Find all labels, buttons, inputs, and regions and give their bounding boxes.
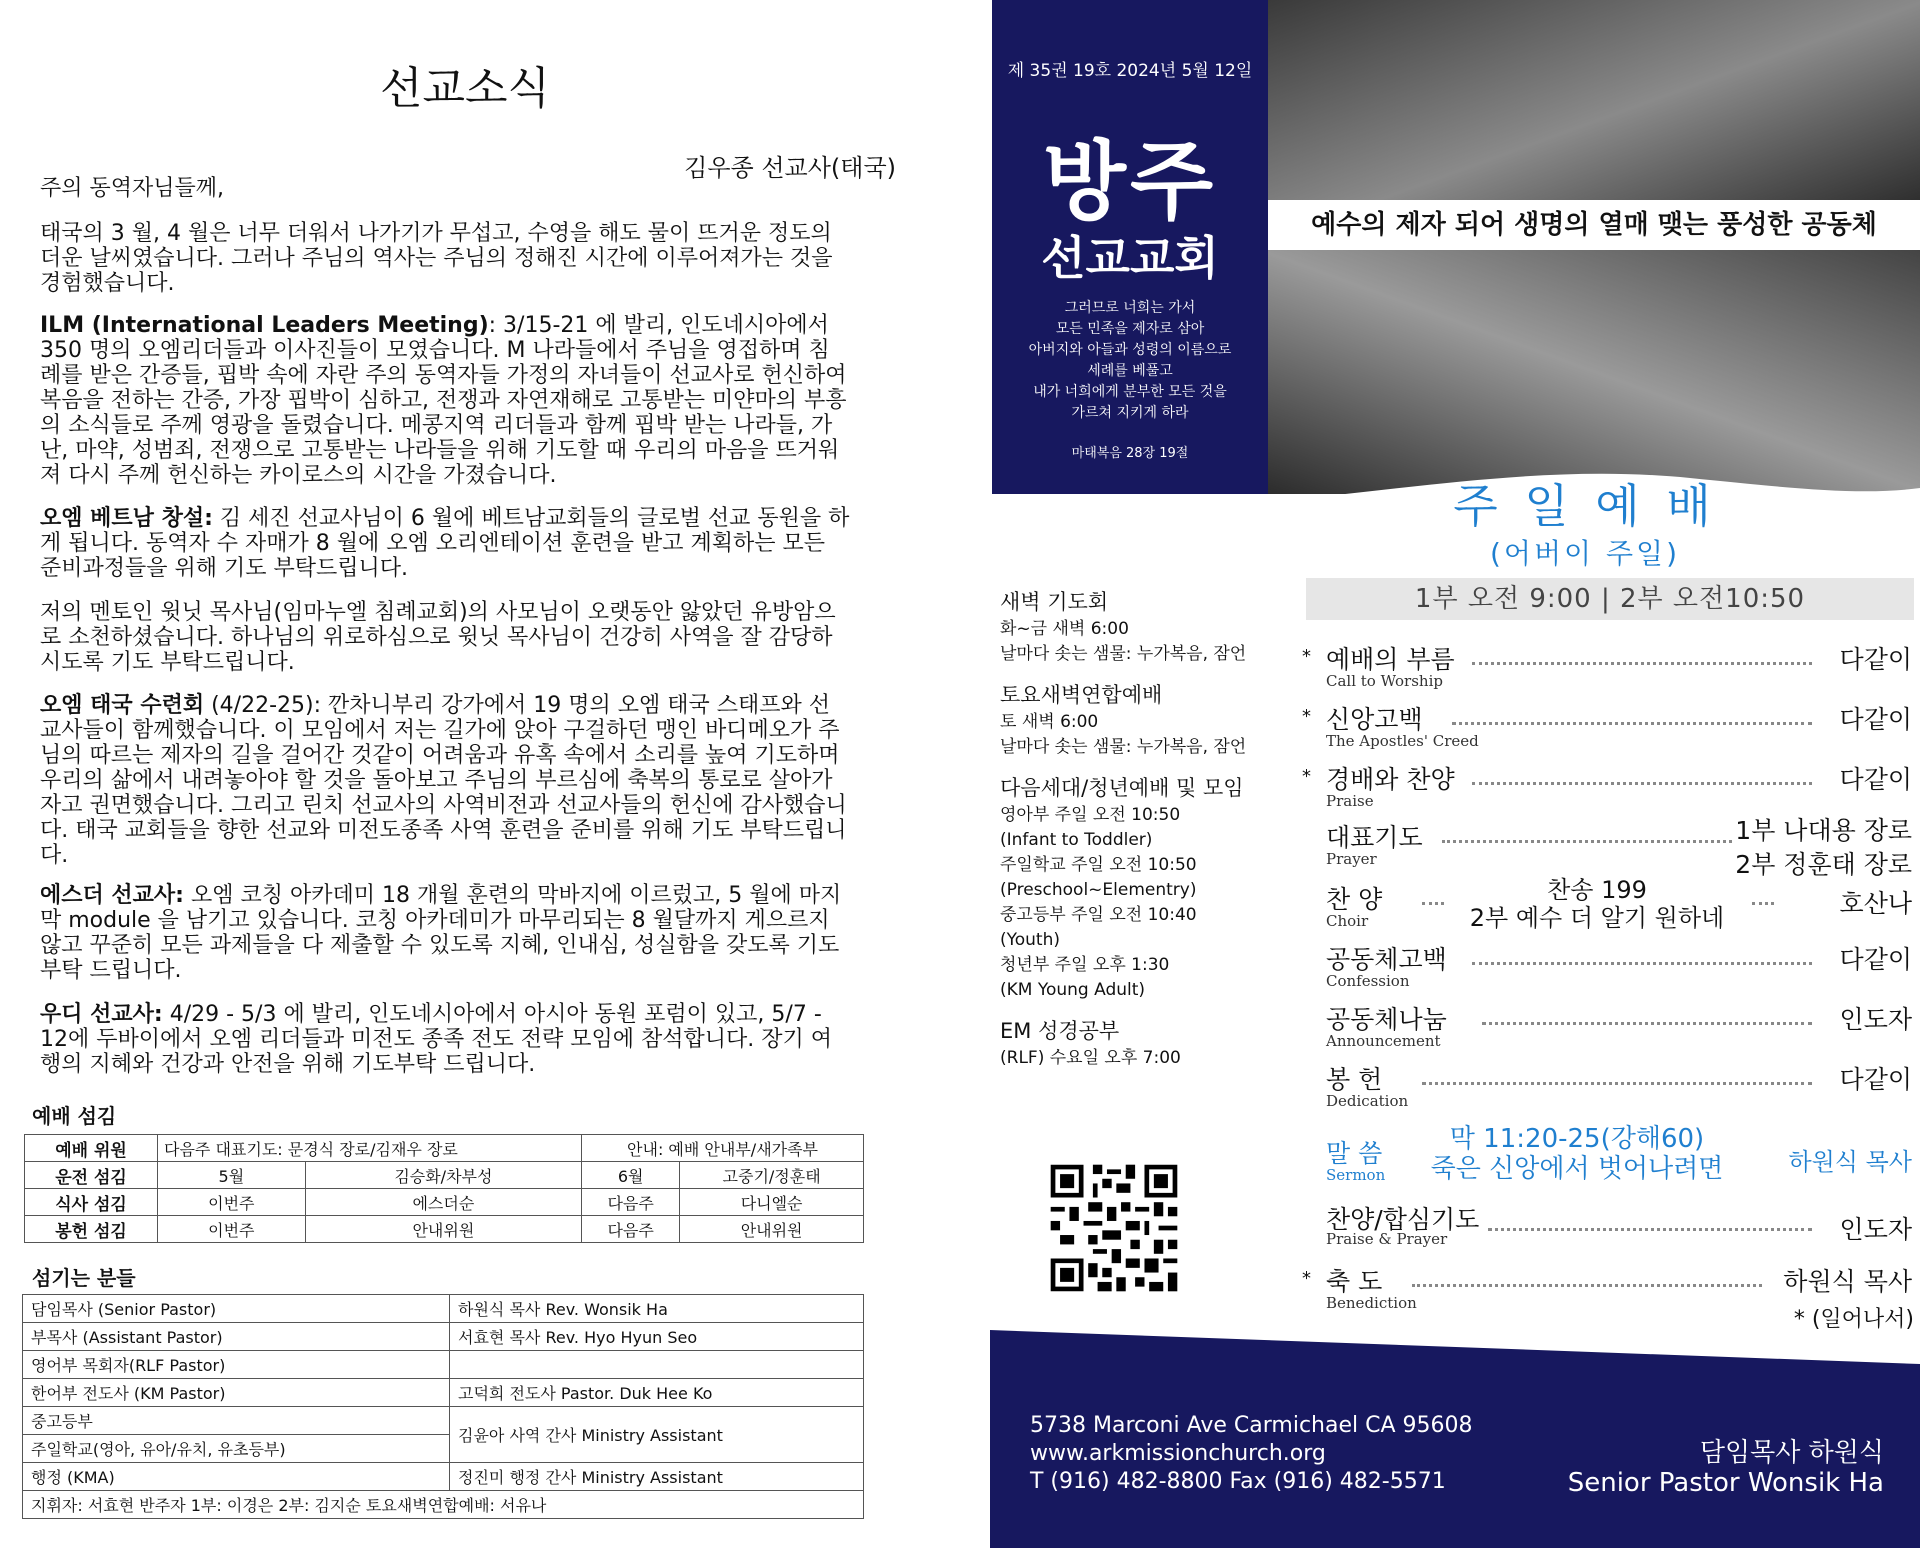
schedule-heading: EM 성경공부 <box>1000 1019 1120 1043</box>
table-cell: 다음주 <box>582 1216 680 1243</box>
order-item-english: The Apostles' Creed <box>1326 732 1479 750</box>
intro-paragraph: 태국의 3 월, 4 월은 너무 더워서 나가기가 무섭고, 수영을 해도 물이 뜨거운 정도의 더운 날씨였습니다. 그러나 주님의 역사는 주님의 정해진 시간에 이루어져가는 것을 경험했습니다. <box>40 221 833 296</box>
woody-heading: 우디 선교사: <box>40 1002 163 1027</box>
leader-dots <box>1472 768 1812 785</box>
table-cell: 5월 <box>158 1162 306 1189</box>
schedule-heading: 새벽 기도회 <box>1000 590 1109 614</box>
order-item-title: 신앙고백 <box>1326 705 1423 734</box>
order-item-leader: 다같이 <box>1839 945 1912 974</box>
service-title: 주 일 예 배 <box>1453 479 1717 533</box>
table-cell: 지휘자: 서효현 반주자 1부: 이경은 2부: 김지순 토요새벽연합예배: 서유나 <box>23 1491 864 1519</box>
thailand-body: (4/22-25): 깐차니부리 강가에서 19 명의 오엠 태국 스태프와 선교사들이 함께했습니다. 이 모임에서 저는 길가에 앉아 구걸하던 맹인 바디메오가 주님의 따르는 제자의 길을 걸어간 것같이 어려움과 유혹 속에서 소리를 높여 기도하며 우리의 삶에서 내려놓아야 할 것을 돌아보고 주님의 부르심에 축복의 통로로 살아가자고 권면했습니다. 그리고 린치 선교사의 사역비전과 선교사들의 헌신에 감사했습니다. 태국 교회들을 향한 선교와 미전도종족 사역 훈련을 준비를 위해 기도 부탁드립니다. <box>40 693 847 868</box>
table-cell: 이번주 <box>158 1216 306 1243</box>
table-cell <box>450 1351 864 1379</box>
order-item-leader: 다같이 <box>1839 645 1912 674</box>
order-item <box>1302 1000 1912 1060</box>
scripture-verse: 그러므로 너희는 가서 모든 민족을 제자로 삼아 아버지와 아들과 성령의 이름으로 세례를 베풀고 내가 너희에게 분부한 모든 것을 가르쳐 지키게 하라 <box>1028 300 1232 421</box>
table-cell: 하원식 목사 Rev. Wonsik Ha <box>450 1295 864 1323</box>
church-phone: T (916) 482-8800 Fax (916) 482-5571 <box>1030 1469 1446 1494</box>
order-item <box>1302 1124 1912 1190</box>
table-cell: 예배 위원 <box>25 1135 158 1162</box>
standing-note: * (일어나서) <box>1793 1307 1914 1332</box>
hymn-info: 찬송 199 2부 예수 더 알기 원하네 <box>1469 876 1725 932</box>
issue-date: 제 35권 19호 2024년 5월 12일 <box>1007 61 1253 81</box>
esther-paragraph <box>40 883 850 983</box>
thailand-paragraph <box>40 693 850 868</box>
table-cell: 6월 <box>582 1162 680 1189</box>
standing-mark: * <box>1302 646 1311 667</box>
church-header-box <box>992 0 1268 494</box>
thailand-heading: 오엠 태국 수련회 <box>40 693 205 718</box>
leader-dots <box>1488 1214 1812 1231</box>
table-cell: 안내위원 <box>680 1216 864 1243</box>
leader-dots <box>1422 1068 1812 1085</box>
standing-mark: * <box>1302 706 1311 727</box>
schedule-line: 토 새벽 6:00 <box>1000 712 1099 732</box>
table-cell: 운전 섬김 <box>25 1162 158 1189</box>
servers-label: 섬기는 분들 <box>32 1266 136 1290</box>
order-item-leader: 인도자 <box>1839 1005 1912 1034</box>
schedule-line: (KM Young Adult) <box>1000 980 1146 1000</box>
order-item-leader: 하원식 목사 <box>1783 1267 1912 1296</box>
vietnam-body: 김 세진 선교사님이 6 월에 베트남교회들의 글로벌 선교 동원을 하게 됩니다. 동역자 수 자매가 8 월에 오엠 오리엔테이션 훈련을 받고 계획하는 모든 준비과정들을 위해 기도 부탁드립니다. <box>40 506 850 581</box>
servers-table <box>22 1294 864 1519</box>
church-footer <box>990 1376 1920 1548</box>
order-item-english: Confession <box>1326 972 1410 990</box>
leader-dots <box>1452 708 1812 725</box>
order-item-english: Prayer <box>1326 850 1377 868</box>
leader-dots <box>1442 826 1732 843</box>
church-name-sub: 선교교회 <box>1041 231 1219 285</box>
order-item-english: Call to Worship <box>1326 672 1443 690</box>
mentor-paragraph: 저의 멘토인 윗닛 목사님(임마누엘 침례교회)의 사모님이 오랫동안 앓았던 유방암으로 소천하셨습니다. 하나님의 위로하심으로 윗닛 목사님이 건강히 사역을 잘 감당하시도록 기도 부탁드립니다. <box>40 600 836 675</box>
schedule-line: 청년부 주일 오후 1:30 <box>1000 955 1170 975</box>
order-item-english: Dedication <box>1326 1092 1409 1110</box>
order-item <box>1302 1200 1912 1260</box>
pastor-korean: 담임목사 하원식 <box>1699 1438 1884 1468</box>
worship-service-label: 예배 섬김 <box>32 1104 117 1128</box>
children-photo <box>1268 250 1920 494</box>
order-item-english: Praise <box>1326 792 1374 810</box>
order-item-leader: 호산나 <box>1839 889 1912 918</box>
order-item-leader: 인도자 <box>1839 1215 1912 1244</box>
order-item-leader: 하원식 목사 <box>1788 1148 1912 1176</box>
standing-mark: * <box>1302 766 1311 787</box>
table-cell: 이번주 <box>158 1189 306 1216</box>
order-item-title: 찬 양 <box>1326 885 1383 914</box>
woody-paragraph <box>40 1002 850 1077</box>
vietnam-paragraph <box>40 506 850 581</box>
vietnam-heading: 오엠 베트남 창설: <box>40 506 213 531</box>
order-item <box>1302 1060 1912 1120</box>
order-item-leader: 다같이 <box>1839 1065 1912 1094</box>
service-title-block <box>990 470 1920 572</box>
schedule-line: (Infant to Toddler) <box>1000 830 1153 850</box>
service-subtitle: (어버이 주일) <box>1490 537 1680 570</box>
table-cell: 김윤아 사역 간사 Ministry Assistant <box>450 1407 864 1463</box>
table-cell: 다음주 대표기도: 문경식 장로/김재우 장로 <box>158 1135 582 1162</box>
order-item <box>1302 876 1912 938</box>
service-times: 1부 오전 9:00 | 2부 오전10:50 <box>1306 578 1914 620</box>
schedule-line: 주일학교 주일 오전 10:50 <box>1000 855 1197 875</box>
esther-body: 오엠 코칭 아카데미 18 개월 훈련의 막바지에 이르렀고, 5 월에 마지막 module 을 남기고 있습니다. 코칭 아카데미가 마무리되는 8 월달까지 게으르지 않고 꾸준히 모든 과제들을 다 제출할 수 있도록 지혜, 인내심, 성실함을 갖도록 기도부탁 드립니다. <box>40 883 842 983</box>
worship-photo <box>1268 0 1920 200</box>
order-item-english: Announcement <box>1326 1032 1441 1050</box>
standing-mark: * <box>1302 1268 1311 1289</box>
order-item-title: 예배의 부름 <box>1326 645 1455 674</box>
qr-code-icon[interactable] <box>1046 1160 1182 1296</box>
leader-dots <box>1482 1008 1812 1025</box>
schedule-heading: 토요새벽연합예배 <box>1000 683 1163 707</box>
order-item <box>1302 814 1912 880</box>
order-item <box>1302 760 1912 820</box>
order-item-title: 경배와 찬양 <box>1326 765 1455 794</box>
footer-wave <box>990 1318 1920 1378</box>
order-item <box>1302 700 1912 760</box>
leader-dots <box>1472 648 1812 665</box>
photo-collage <box>1268 0 1920 494</box>
author: 김우종 선교사(태국) <box>684 154 896 182</box>
order-item <box>1302 940 1912 1000</box>
schedule-line: 날마다 솟는 샘물: 누가복음, 잠언 <box>1000 737 1247 757</box>
order-item-title: 공동체고백 <box>1326 945 1447 974</box>
table-cell: 다니엘순 <box>680 1189 864 1216</box>
order-item-title: 찬양/합심기도 <box>1326 1205 1480 1234</box>
table-cell: 서효현 목사 Rev. Hyo Hyun Seo <box>450 1323 864 1351</box>
schedule-line: (Preschool~Elementry) <box>1000 880 1197 900</box>
leader-dots <box>1752 888 1774 905</box>
order-item-title: 대표기도 <box>1326 823 1423 852</box>
schedule-line: (Youth) <box>1000 930 1061 950</box>
table-cell: 고덕희 전도사 Pastor. Duk Hee Ko <box>450 1379 864 1407</box>
table-cell: 영어부 목회자(RLF Pastor) <box>23 1351 450 1379</box>
table-cell: 고중기/정훈태 <box>680 1162 864 1189</box>
table-cell: 식사 섬김 <box>25 1189 158 1216</box>
schedule-line: 영아부 주일 오전 10:50 <box>1000 805 1181 825</box>
order-item-english: Benediction <box>1326 1294 1417 1312</box>
salutation: 주의 동역자님들께, <box>40 176 225 201</box>
table-cell: 봉헌 섬김 <box>25 1216 158 1243</box>
leader-dots <box>1472 948 1812 965</box>
table-cell: 부목사 (Assistant Pastor) <box>23 1323 450 1351</box>
sermon-info: 막 11:20-25(강해60) 죽은 신앙에서 벗어나려면 <box>1430 1124 1724 1184</box>
table-cell: 담임목사 (Senior Pastor) <box>23 1295 450 1323</box>
table-cell: 한어부 전도사 (KM Pastor) <box>23 1379 450 1407</box>
table-cell: 안내: 예배 안내부/새가족부 <box>582 1135 864 1162</box>
worship-service-table <box>24 1134 864 1243</box>
order-item <box>1302 640 1912 700</box>
table-cell: 주일학교(영아, 유아/유치, 유초등부) <box>23 1435 450 1463</box>
schedule-list <box>1000 588 1300 1071</box>
schedule-heading: 다음세대/청년예배 및 모임 <box>1000 776 1244 800</box>
esther-heading: 에스더 선교사: <box>40 883 184 908</box>
church-name-main: 방주 <box>1042 132 1218 232</box>
mission-title: 선교소식 <box>379 63 550 114</box>
table-cell: 행정 (KMA) <box>23 1463 450 1491</box>
leader-dots <box>1412 1270 1762 1287</box>
order-item-english: Choir <box>1326 912 1369 930</box>
order-item-english: Praise & Prayer <box>1326 1230 1448 1248</box>
order-item-title: 말 씀 <box>1326 1139 1383 1168</box>
schedule-line: 날마다 솟는 샘물: 누가복음, 잠언 <box>1000 644 1247 664</box>
church-address: 5738 Marconi Ave Carmichael CA 95608 <box>1030 1413 1473 1438</box>
leader-dots <box>1422 888 1444 905</box>
schedule-line: (RLF) 수요일 오후 7:00 <box>1000 1048 1181 1068</box>
ilm-body: : 3/15-21 에 발리, 인도네시아에서 350 명의 오엠리더들과 이사진들이 모였습니다. M 나라들에서 주님을 영접하며 침례를 받은 간증들, 핍박 속에 자란 주의 동역자들 가정의 자녀들이 선교사로 헌신하여 복음을 전하는 간증, 가장 핍박이 심하고, 전쟁과 자연재해로 고통받는 미얀마의 부흥의 소식들로 주께 영광을 돌렸습니다. 메콩지역 리더들과 함께 핍박 받는 나라들, 가난, 마약, 성범죄, 전쟁으로 고통받는 나라들을 위해 기도할 때 우리의 마음을 뜨거워져 다시 주께 헌신하는 카이로스의 시간을 가졌습니다. <box>40 313 847 488</box>
table-cell: 정진미 행정 간사 Ministry Assistant <box>450 1463 864 1491</box>
schedule-line: 화~금 새벽 6:00 <box>1000 619 1129 639</box>
order-item-leader: 다같이 <box>1839 705 1912 734</box>
order-item-title: 봉 헌 <box>1326 1065 1383 1094</box>
bulletin-cover-panel <box>990 0 1920 1548</box>
table-cell: 다음주 <box>582 1189 680 1216</box>
woody-body: 4/29 - 5/3 에 발리, 인도네시아에서 아시아 동원 포럼이 있고, 5/7 - 12에 두바이에서 오엠 리더들과 미전도 종족 전도 전략 모임에 참석합니다. 장기 여행의 지혜와 건강과 안전을 위해 기도부탁 드립니다. <box>40 1002 832 1077</box>
scripture-reference: 마태복음 28장 19절 <box>1071 446 1189 461</box>
schedule-line: 중고등부 주일 오전 10:40 <box>1000 905 1197 925</box>
church-motto: 예수의 제자 되어 생명의 열매 맺는 풍성한 공동체 <box>1268 200 1920 250</box>
church-website[interactable]: www.arkmissionchurch.org <box>1030 1441 1326 1466</box>
order-item-english: Sermon <box>1326 1166 1386 1184</box>
order-item-title: 축 도 <box>1326 1267 1383 1296</box>
ilm-paragraph <box>40 313 850 488</box>
order-item-title: 공동체나눔 <box>1326 1005 1447 1034</box>
order-item-leader: 1부 나대용 장로 2부 정훈태 장로 <box>1735 816 1912 879</box>
table-cell: 중고등부 <box>23 1407 450 1435</box>
ilm-heading: ILM (International Leaders Meeting) <box>40 313 489 338</box>
table-cell: 김승화/차부성 <box>305 1162 581 1189</box>
order-item-leader: 다같이 <box>1839 765 1912 794</box>
table-cell: 에스더순 <box>305 1189 581 1216</box>
table-cell: 안내위원 <box>305 1216 581 1243</box>
pastor-english: Senior Pastor Wonsik Ha <box>1567 1468 1884 1498</box>
